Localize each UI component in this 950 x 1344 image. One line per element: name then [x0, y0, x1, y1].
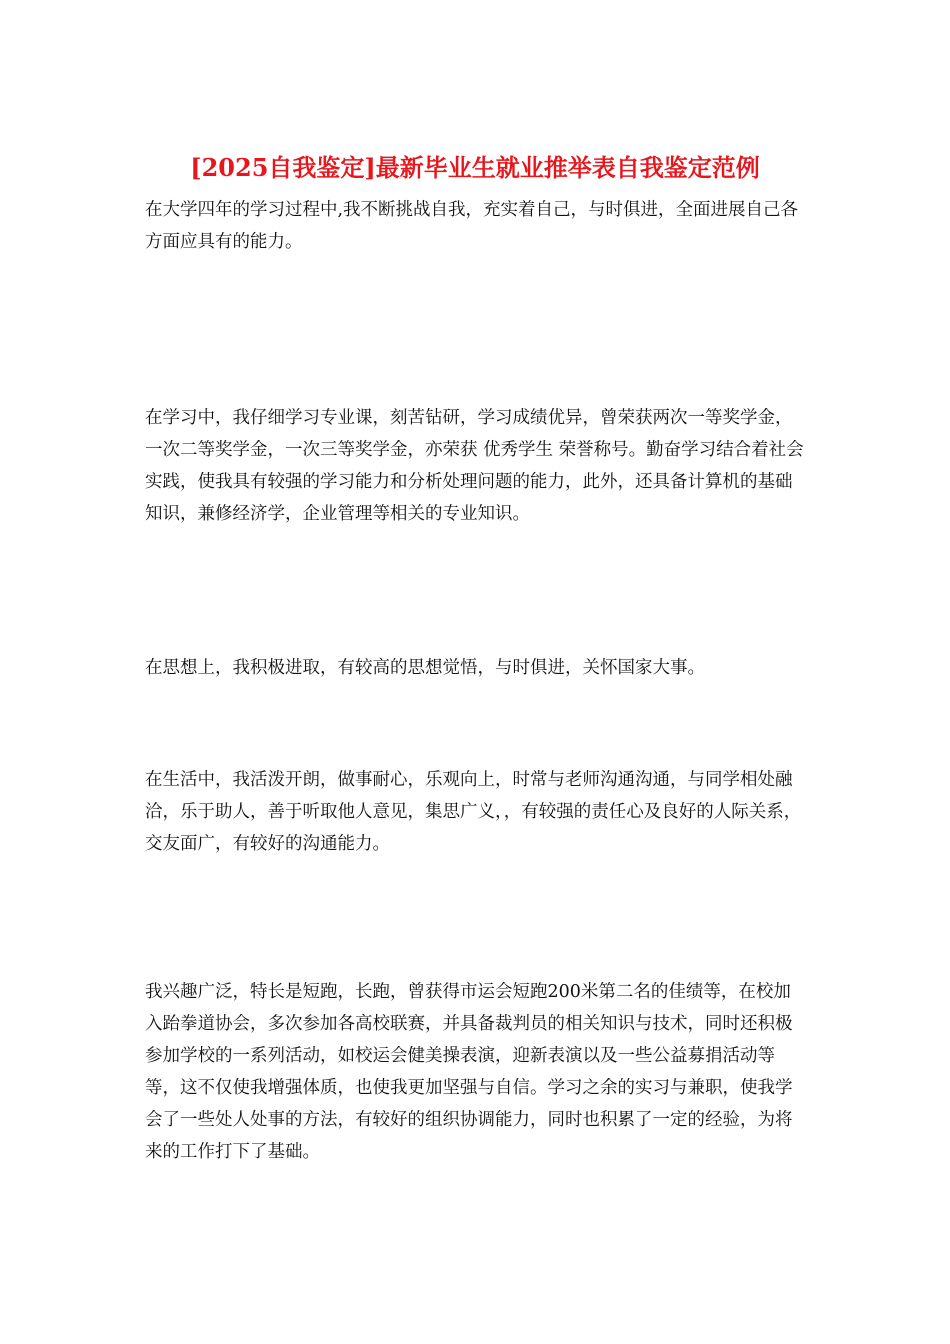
- paragraph-interests: 我兴趣广泛，特长是短跑，长跑，曾获得市运会短跑200米第二名的佳绩等，在校加入跆拳道协会，多次参加各高校联赛，并具备裁判员的相关知识与技术，同时还积极参加学校的一系列活动，如校运会健美操表演，迎新表演以及一些公益募捐活动等等，这不仅使我增强体质，也使我更加坚强与自信。学习之余的实习与兼职，使我学会了一些处人处事的方法，有较好的组织协调能力，同时也积累了一定的经验，为将来的工作打下了基础。: [145, 982, 793, 1162]
- paragraph-intro: 在大学四年的学习过程中,我不断挑战自我，充实着自己，与时俱进，全面进展自己各方面应具有的能力。: [145, 200, 799, 252]
- document-title: [2025自我鉴定]最新毕业生就业推举表自我鉴定范例: [190, 153, 760, 182]
- paragraph-thought: 在思想上，我积极进取，有较高的思想觉悟，与时俱进，关怀国家大事。: [145, 658, 705, 678]
- paragraph-life: 在生活中，我活泼开朗，做事耐心，乐观向上，时常与老师沟通沟通，与同学相处融洽，乐于助人，善于听取他人意见，集思广义，，有较强的责任心及良好的人际关系，交友面广，有较好的沟通能力。: [145, 770, 802, 854]
- paragraph-study: 在学习中，我仔细学习专业课，刻苦钻研，学习成绩优异，曾荣获两次一等奖学金，一次二等奖学金，一次三等奖学金，亦荣获 优秀学生 荣誉称号。勤奋学习结合着社会实践，使我具有较强的学习能力和分析处理问题的能力，此外，还具备计算机的基础知识，兼修经济学，企业管理等相关的专业知识。: [145, 408, 804, 524]
